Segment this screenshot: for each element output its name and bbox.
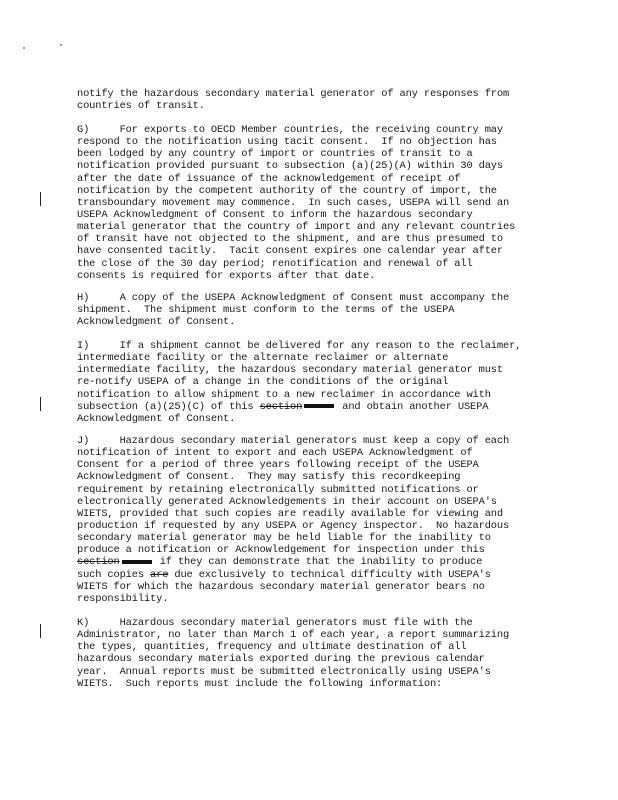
text-line: the close of the 30 day period; renotification and renewal of all — [77, 257, 473, 270]
paragraph — [77, 617, 547, 690]
text-line: have consented tacitly. Tacit consent expires one calendar year after — [77, 245, 503, 258]
line-text: and obtain another USEPA — [336, 400, 489, 413]
text-line: re-notify USEPA of a change in the conditions of the original — [77, 376, 449, 389]
text-line: K) Hazardous secondary material generators must file with the — [77, 617, 473, 629]
revision-bar — [40, 192, 41, 206]
text-line — [77, 556, 547, 568]
text-line: notification to allow shipment to a new reclaimer in accordance with — [77, 388, 491, 401]
text-line: countries of transit. — [77, 100, 205, 113]
text-line: Acknowledgment of Consent. — [77, 412, 236, 425]
text-line: requirement by retaining electronically submitted notifications or — [77, 483, 479, 496]
text-line: I) If a shipment cannot be delivered for any reason to the reclaimer, — [77, 340, 522, 352]
text-line: shipment. The shipment must conform to the terms of the USEPA — [77, 304, 455, 317]
paragraph — [77, 340, 547, 425]
text-line: transboundary movement may commence. In such cases, USEPA will send an — [77, 196, 510, 209]
text-line: of transit have not objected to the shipment, and are thus presumed to — [77, 233, 503, 246]
paragraph — [77, 88, 547, 112]
text-line: responsibility. — [77, 592, 169, 605]
text-line: the types, quantities, frequency and ultimate destination of all — [77, 641, 467, 654]
text-line: H) A copy of the USEPA Acknowledgment of Consent must accompany the — [77, 292, 510, 304]
text-line: WIETS. Such reports must include the following information: — [77, 677, 443, 690]
deleted-text: are — [150, 568, 169, 581]
text-line: secondary material generator may be held liable for the inability to — [77, 532, 491, 545]
line-text: due exclusively to technical difficulty with USEPA's — [168, 568, 491, 581]
text-line: hazardous secondary materials exported during the previous calendar — [77, 653, 485, 666]
text-line: J) Hazardous secondary material generators must keep a copy of each — [77, 435, 510, 447]
text-line: notification by the competent authority of the country of import, the — [77, 184, 497, 197]
text-line: after the date of issuance of the acknowledgement of receipt of — [77, 172, 461, 185]
text-line: WIETS, provided that such copies are readily available for viewing and — [77, 507, 503, 520]
text-line — [77, 401, 547, 413]
text-line: consents is required for exports after that date. — [77, 269, 376, 282]
text-line: production if requested by any USEPA or Agency inspector. No hazardous — [77, 519, 510, 532]
revision-bar — [40, 397, 41, 411]
paragraph — [77, 124, 547, 282]
scan-speck — [23, 47, 25, 49]
text-line: intermediate facility, the hazardous secondary material generator must — [77, 364, 503, 377]
revision-bar — [40, 624, 41, 638]
inserted-mark — [122, 560, 152, 564]
deleted-text: section — [259, 400, 303, 413]
text-line: Administrator, no later than March 1 of each year, a report summarizing — [77, 629, 510, 642]
text-line: WIETS for which the hazardous secondary material generator bears no — [77, 580, 485, 593]
paragraph — [77, 435, 547, 605]
text-line: been lodged by any country of import or countries of transit to a — [77, 148, 473, 161]
text-line: respond to the notification using tacit consent. If no objection has — [77, 136, 497, 149]
inserted-mark — [304, 404, 334, 408]
scan-speck — [60, 44, 62, 46]
paragraph — [77, 292, 547, 328]
text-line: G) For exports to OECD Member countries, the receiving country may — [77, 124, 503, 136]
text-line: material generator that the country of import and any relevant countries — [77, 221, 516, 234]
line-text: subsection (a)(25)(C) of this — [77, 400, 260, 413]
text-line — [77, 569, 547, 581]
text-line: year. Annual reports must be submitted electronically using USEPA's — [77, 665, 491, 678]
text-line: produce a notification or Acknowledgement for inspection under this — [77, 544, 485, 557]
deleted-text: section — [77, 556, 120, 569]
text-line: electronically generated Acknowledgements in their account on USEPA's — [77, 495, 497, 508]
text-line: USEPA Acknowledgment of Consent to inform the hazardous secondary — [77, 208, 473, 221]
line-text: if they can demonstrate that the inability to produce — [153, 556, 483, 569]
text-line: Acknowledgment of Consent. They may satisfy this recordkeeping — [77, 471, 461, 484]
text-line: Consent for a period of three years following receipt of the USEPA — [77, 459, 479, 472]
line-text: such copies — [77, 568, 151, 581]
text-line: notification provided pursuant to subsection (a)(25)(A) within 30 days — [77, 160, 503, 173]
text-line: Acknowledgment of Consent. — [77, 316, 236, 329]
text-line: intermediate facility or the alternate reclaimer or alternate — [77, 352, 449, 365]
text-line: notify the hazardous secondary material generator of any responses from — [77, 88, 510, 100]
text-line: notification of intent to export and each USEPA Acknowledgment of — [77, 447, 473, 460]
